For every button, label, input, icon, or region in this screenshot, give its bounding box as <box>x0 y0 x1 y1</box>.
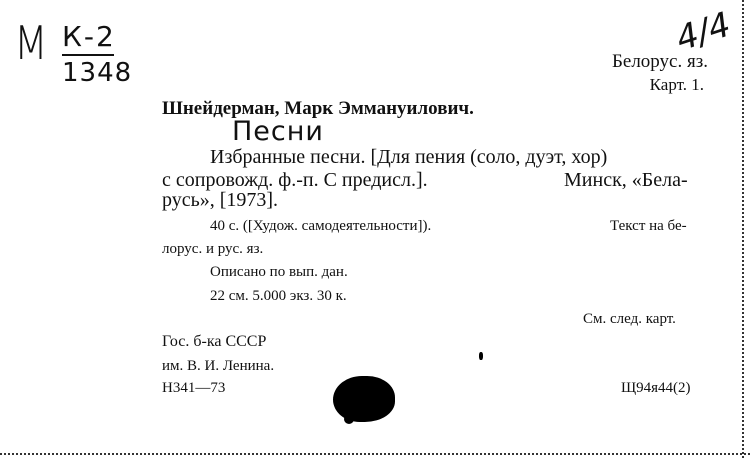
punch-hole <box>333 376 395 422</box>
ink-speck <box>479 352 483 360</box>
handwritten-corner-mark: 4/4 <box>671 4 736 60</box>
pagination-series: 40 с. ([Худож. самодеятельности]). <box>210 218 432 234</box>
language-note: Белорус. яз. <box>611 51 708 72</box>
title-line-1: Избранные песни. [Для пения (соло, дуэт, хор) <box>210 146 608 168</box>
handwritten-shelf-bottom: 1348 <box>62 58 133 88</box>
physical-description: 22 см. 5.000 экз. 30 к. <box>210 288 347 304</box>
publisher-place: Минск, «Белa- <box>564 169 688 191</box>
classification-code: Щ94я44(2) <box>621 380 691 396</box>
author-heading: Шнейдерман, Марк Эммануилович. <box>162 98 474 119</box>
shelf-mark-rule <box>62 54 114 56</box>
see-next-card: См. след. карт. <box>583 311 676 327</box>
handwritten-letter: М <box>14 16 48 70</box>
description-note: Описано по вып. дан. <box>210 264 348 280</box>
text-language-note: Текст на бе- <box>610 218 687 234</box>
library-name-line-2: им. В. И. Ленина. <box>162 358 275 374</box>
registration-number: Н341—73 <box>162 380 226 396</box>
handwritten-shelf-top: К-2 <box>62 20 116 53</box>
card-right-edge <box>742 0 744 458</box>
publisher-year: русь», [1973]. <box>162 189 279 211</box>
title-line-2: с сопровожд. ф.-п. С предисл.]. <box>162 169 428 191</box>
card-number: Карт. 1. <box>649 75 704 94</box>
text-language-note-cont: лорус. и рус. яз. <box>162 241 264 257</box>
handwritten-subject: Песни <box>232 116 324 147</box>
library-name-line-1: Гос. б-ка СССР <box>162 333 267 350</box>
punch-hole-notch <box>344 414 354 424</box>
card-bottom-edge <box>0 453 750 455</box>
